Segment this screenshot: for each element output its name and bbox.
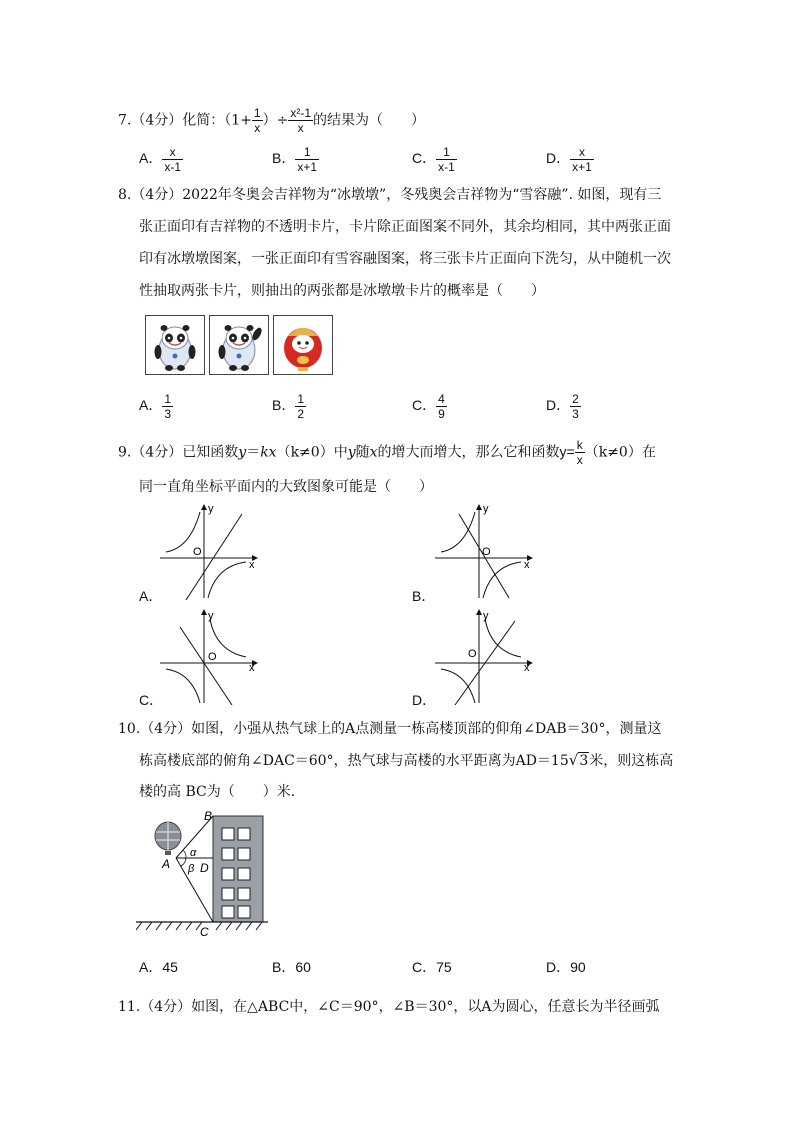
q8-stem-line-4: 性抽取两张卡片，则抽出的两张都是冰墩墩卡片的概率是（ ） xyxy=(139,283,545,299)
lantern-mascot-icon xyxy=(274,316,332,374)
q10-stem-line-1: 10.（4分）如图，小强从热气球上的A点测量一栋高楼顶部的仰角∠DAB＝30°，测量这 xyxy=(118,721,662,737)
q7-option-a[interactable]: A． $\frac{x}{x-1}$ xyxy=(139,145,182,174)
q10-option-b[interactable]: B．60 xyxy=(272,959,311,975)
q9-stem-line-2: 同一直角坐标平面内的大致图象可能是（ ） xyxy=(139,479,433,495)
svg-text:O: O xyxy=(482,546,491,558)
q8-stem-line-3: 印有冰墩墩图案，一张正面印有雪容融图案，将三张卡片正面向下洗匀，从中随机一次 xyxy=(139,251,671,267)
svg-text:D: D xyxy=(200,861,209,875)
svg-text:y: y xyxy=(483,610,489,622)
svg-text:O: O xyxy=(468,648,477,660)
q9-graph-a[interactable] xyxy=(160,500,270,600)
svg-text:β: β xyxy=(188,863,195,875)
shuey-rhon-rhon-card xyxy=(273,315,333,375)
q10-option-d[interactable]: D．90 xyxy=(546,959,586,975)
svg-text:O: O xyxy=(193,546,202,558)
svg-text:x: x xyxy=(249,559,255,571)
bing-dwen-dwen-card-2 xyxy=(209,315,269,375)
q9-graph-c[interactable] xyxy=(160,605,270,705)
svg-text:C: C xyxy=(200,925,209,938)
hot-air-balloon-icon xyxy=(155,822,181,855)
q11-stem-line-1: 11.（4分）如图，在△ABC中，∠C＝90°，∠B＝30°，以A为圆心，任意长为半径画弧 xyxy=(118,999,660,1015)
q7-option-b[interactable]: B． $\frac{1}{x+1}$ xyxy=(272,145,318,174)
svg-text:x: x xyxy=(524,662,530,674)
svg-text:x: x xyxy=(249,662,255,674)
svg-text:y: y xyxy=(208,503,214,515)
q10-figure xyxy=(136,806,276,938)
q9-graph-b[interactable] xyxy=(435,500,545,600)
svg-text:A: A xyxy=(162,857,171,871)
svg-text:α: α xyxy=(190,847,197,859)
q7-fraction-1: $\frac{1}{x}$ xyxy=(253,106,261,135)
q9-label-d: D． xyxy=(412,692,437,708)
q10-stem-line-3: 楼的高 BC为（ ）米. xyxy=(139,784,296,800)
panda-mascot-icon xyxy=(210,316,268,374)
q9-stem-line-1: 9.（4分）已知函数y＝kx（k≠0）中y随x的增大而增大，那么它和函数y= $\frac{k}{x}$ （k≠0）在 xyxy=(118,438,656,467)
panda-mascot-icon xyxy=(146,316,204,374)
q9-label-c: C． xyxy=(139,692,164,708)
q10-stem-line-2: 栋高楼底部的俯角∠DAC＝60°，热气球与高楼的水平距离为AD＝15√3米，则这栋高 xyxy=(139,751,674,769)
svg-text:y: y xyxy=(483,503,489,515)
q8-option-b[interactable]: B． $\frac{1}{2}$ xyxy=(272,392,305,421)
q9-graph-d[interactable] xyxy=(435,605,545,705)
q9-label-b: B． xyxy=(412,588,436,604)
q8-option-a[interactable]: A． $\frac{1}{3}$ xyxy=(139,392,172,421)
svg-text:y: y xyxy=(208,610,214,622)
q8-option-d[interactable]: D． $\frac{2}{3}$ xyxy=(546,392,579,421)
q10-option-c[interactable]: C．75 xyxy=(412,959,452,975)
svg-text:O: O xyxy=(208,651,217,663)
q8-stem-line-2: 张正面印有吉祥物的不透明卡片，卡片除正面图案不同外，其余均相同，其中两张正面 xyxy=(139,219,671,235)
q7-stem: 7.（4分）化简：（1+ $\frac{1}{x}$ ）÷ $\frac{\text{x²-1}}{x}$ 的结果为（ ） xyxy=(118,106,425,135)
bing-dwen-dwen-card-1 xyxy=(145,315,205,375)
q7-option-d[interactable]: D． $\frac{x}{x+1}$ xyxy=(546,145,592,174)
q10-option-a[interactable]: A．45 xyxy=(139,959,178,975)
q7-fraction-2: $\frac{\text{x²-1}}{x}$ xyxy=(290,106,311,135)
q8-option-c[interactable]: C． $\frac{4}{9}$ xyxy=(412,392,445,421)
q8-stem-line-1: 8.（4分）2022年冬奥会吉祥物为“冰墩墩”，冬残奥会吉祥物为“雪容融”. 如图，现有三 xyxy=(118,187,662,203)
q9-label-a: A． xyxy=(139,588,163,604)
svg-text:x: x xyxy=(524,559,530,571)
svg-text:B: B xyxy=(204,809,213,823)
q7-option-c[interactable]: C． $\frac{1}{x-1}$ xyxy=(412,145,455,174)
